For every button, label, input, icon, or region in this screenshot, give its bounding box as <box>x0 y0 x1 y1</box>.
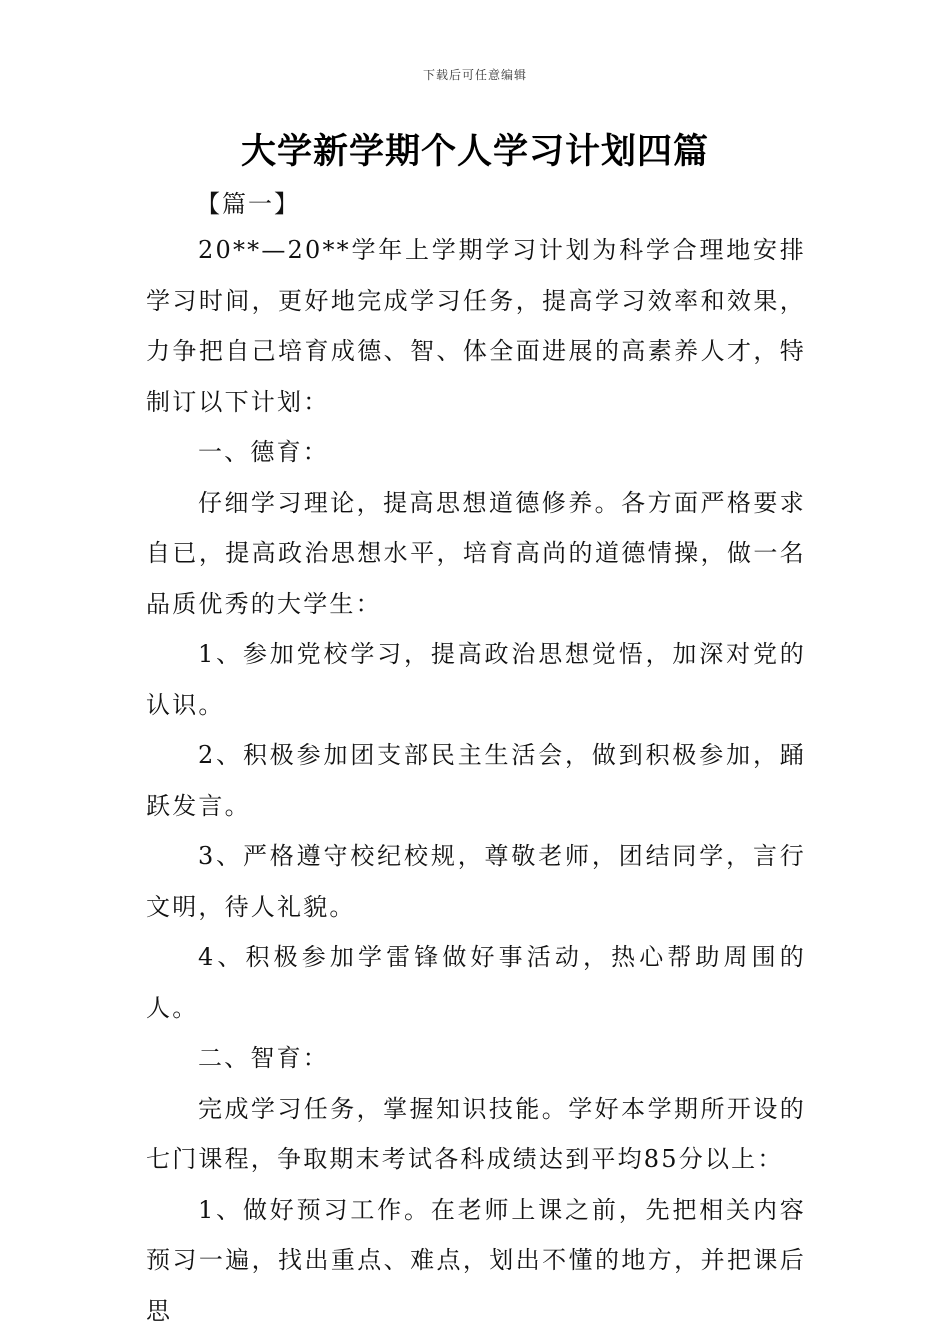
header-note: 下载后可任意编辑 <box>422 68 527 82</box>
heading-intellectual-education: 二、智育： <box>198 1044 329 1072</box>
list-item-intellectual-1: 1、做好预习工作。在老师上课之前，先把相关内容预习一遍，找出重点、难点，划出不懂的地方，并把课后思 <box>146 1195 806 1325</box>
list-item-moral-2: 2、积极参加团支部民主生活会，做到积极参加，踊跃发言。 <box>146 741 806 820</box>
list-item-moral-1: 1、参加党校学习，提高政治思想觉悟，加深对党的认识。 <box>146 640 806 719</box>
document-title: 大学新学期个人学习计划四篇 <box>240 132 709 172</box>
list-item-moral-4: 4、积极参加学雷锋做好事活动，热心帮助周围的人。 <box>146 943 806 1022</box>
paragraph-moral-summary: 仔细学习理论，提高思想道德修养。各方面严格要求自已，提高政治思想水平，培育高尚的道德情操，做一名品质优秀的大学生： <box>146 488 806 618</box>
paragraph-intro: 20**—20**学年上学期学习计划为科学合理地安排学习时间，更好地完成学习任务，提高学习效率和效果，力争把自己培育成德、智、体全面进展的高素养人才，特制订以下计划： <box>146 236 806 416</box>
paragraph-intellectual-summary: 完成学习任务，掌握知识技能。学好本学期所开设的七门课程，争取期末考试各科成绩达到平均85分以上： <box>146 1094 806 1173</box>
section-label: 【篇一】 <box>196 190 300 218</box>
heading-moral-education: 一、德育： <box>198 438 329 466</box>
list-item-moral-3: 3、严格遵守校纪校规，尊敬老师，团结同学，言行文明，待人礼貌。 <box>146 842 806 921</box>
document-body <box>146 225 806 1336</box>
